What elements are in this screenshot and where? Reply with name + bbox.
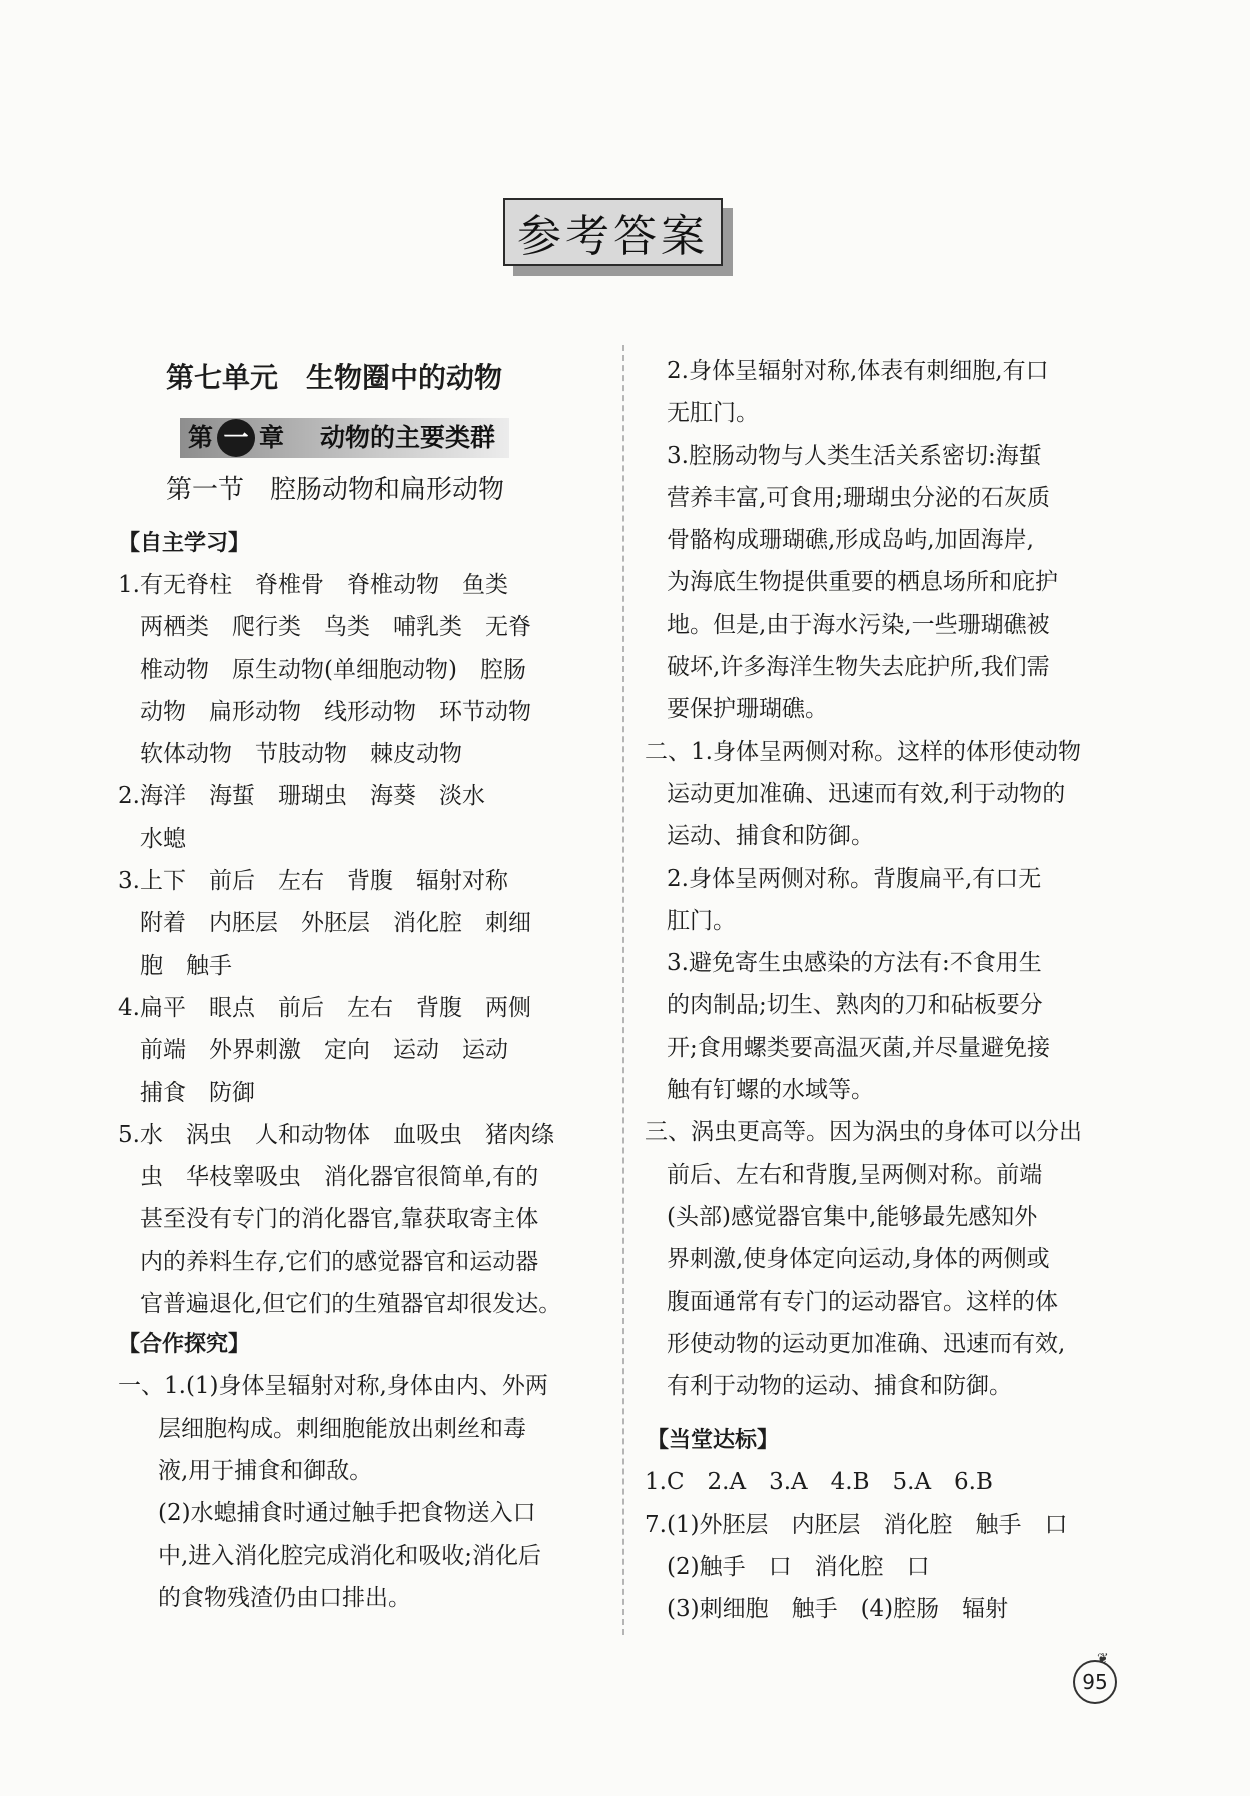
text-line: 1.C 2.A 3.A 4.B 5.A 6.B: [645, 1469, 993, 1496]
text-line: 前端 外界刺激 定向 运动 运动: [140, 1037, 508, 1064]
right-column: [645, 350, 1140, 1631]
text-line: 内的养料生存,它们的感觉器官和运动器: [140, 1248, 539, 1275]
text-line: 无肛门。: [667, 400, 759, 427]
text-line: 一、1.(1)身体呈辐射对称,身体由内、外两: [118, 1373, 548, 1400]
text-line: 附着 内胚层 外胚层 消化腔 刺细: [140, 910, 531, 937]
chapter-number: 一: [217, 419, 255, 457]
text-line: 要保护珊瑚礁。: [667, 696, 828, 723]
text-line: 水螅: [140, 825, 186, 852]
text-line: 触有钉螺的水域等。: [667, 1077, 874, 1104]
text-line: 7.(1)外胚层 内胚层 消化腔 触手 口: [645, 1511, 1068, 1538]
text-line: 软体动物 节肢动物 棘皮动物: [140, 741, 462, 768]
text-line: 地。但是,由于海水污染,一些珊瑚礁被: [667, 611, 1050, 638]
text-line: 有利于动物的运动、捕食和防御。: [667, 1373, 1012, 1400]
text-line: 3.腔肠动物与人类生活关系密切:海蜇: [667, 442, 1042, 469]
text-line: 形使动物的运动更加准确、迅速而有效,: [667, 1330, 1066, 1357]
self-study-heading: 【自主学习】: [118, 531, 251, 556]
text-line: 中,进入消化腔完成消化和吸收;消化后: [158, 1542, 542, 1569]
text-line: 前后、左右和背腹,呈两侧对称。前端: [667, 1161, 1043, 1188]
text-line: 运动更加准确、迅速而有效,利于动物的: [667, 780, 1066, 807]
text-line: 液,用于捕食和御敌。: [158, 1457, 373, 1484]
text-line: 官普遍退化,但它们的生殖器官却很发达。: [140, 1291, 562, 1318]
text-line: 动物 扁形动物 线形动物 环节动物: [140, 698, 531, 725]
text-line: 椎动物 原生动物(单细胞动物) 腔肠: [140, 656, 526, 683]
text-line: 运动、捕食和防御。: [667, 823, 874, 850]
page-number: 95: [1073, 1660, 1117, 1704]
text-line: 界刺激,使身体定向运动,身体的两侧或: [667, 1246, 1050, 1273]
text-line: (头部)感觉器官集中,能够最先感知外: [667, 1203, 1038, 1230]
title-banner: [503, 198, 733, 276]
page-title: 参考答案: [503, 198, 723, 266]
text-line: 虫 华枝睾吸虫 消化器官很简单,有的: [140, 1164, 539, 1191]
text-line: 3.避免寄生虫感染的方法有:不食用生: [667, 950, 1042, 977]
text-line: 腹面通常有专门的运动器官。这样的体: [667, 1288, 1058, 1315]
text-line: 的食物残渣仍由口排出。: [158, 1584, 411, 1611]
classroom-heading: 【当堂达标】: [647, 1428, 780, 1454]
text-line: 4.扁平 眼点 前后 左右 背腹 两侧: [118, 994, 531, 1021]
text-line: 营养丰富,可食用;珊瑚虫分泌的石灰质: [667, 484, 1051, 511]
text-line: 3.上下 前后 左右 背腹 辐射对称: [118, 868, 508, 895]
text-line: 三、涡虫更高等。因为涡虫的身体可以分出: [645, 1119, 1082, 1146]
text-line: 甚至没有专门的消化器官,靠获取寄主体: [140, 1206, 539, 1233]
text-line: (2)水螅捕食时通过触手把食物送入口: [158, 1500, 536, 1527]
text-line: 开;食用螺类要高温灭菌,并尽量避免接: [667, 1034, 1051, 1061]
text-line: 胞 触手: [140, 952, 232, 979]
text-line: 2.身体呈辐射对称,体表有刺细胞,有口: [667, 358, 1049, 384]
text-line: 为海底生物提供重要的栖息场所和庇护: [667, 569, 1058, 596]
text-line: 2.海洋 海蜇 珊瑚虫 海葵 淡水: [118, 783, 485, 810]
chapter-heading: [180, 416, 608, 460]
text-line: 5.水 涡虫 人和动物体 血吸虫 猪肉绦: [118, 1121, 554, 1148]
text-line: (2)触手 口 消化腔 口: [667, 1554, 930, 1581]
section-title: 第一节 腔肠动物和扁形动物: [166, 475, 505, 505]
text-line: 捕食 防御: [140, 1079, 255, 1106]
cooperative-heading: 【合作探究】: [118, 1332, 251, 1358]
text-line: 层细胞构成。刺细胞能放出刺丝和毒: [158, 1415, 526, 1442]
chapter-prefix: 第: [188, 422, 214, 452]
text-line: 1.有无脊柱 脊椎骨 脊椎动物 鱼类: [118, 572, 508, 598]
leaf-icon: ❦: [1097, 1651, 1109, 1667]
chapter-title: 动物的主要类群: [320, 422, 496, 452]
chapter-suffix: 章: [259, 422, 285, 452]
text-line: 骨骼构成珊瑚礁,形成岛屿,加固海岸,: [667, 527, 1034, 554]
left-column: [118, 350, 608, 1619]
column-divider: [622, 345, 624, 1635]
chapter-bar: [180, 418, 509, 458]
text-line: 2.身体呈两侧对称。背腹扁平,有口无: [667, 865, 1042, 892]
text-line: 破坏,许多海洋生物失去庇护所,我们需: [667, 654, 1050, 681]
text-line: 的肉制品;切生、熟肉的刀和砧板要分: [667, 992, 1043, 1019]
text-line: 两栖类 爬行类 鸟类 哺乳类 无脊: [140, 614, 531, 641]
unit-title: 第七单元 生物圈中的动物: [166, 361, 503, 394]
text-line: 肛门。: [667, 907, 736, 934]
text-line: (3)刺细胞 触手 (4)腔肠 辐射: [667, 1596, 1009, 1623]
text-line: 二、1.身体呈两侧对称。这样的体形使动物: [645, 738, 1081, 765]
